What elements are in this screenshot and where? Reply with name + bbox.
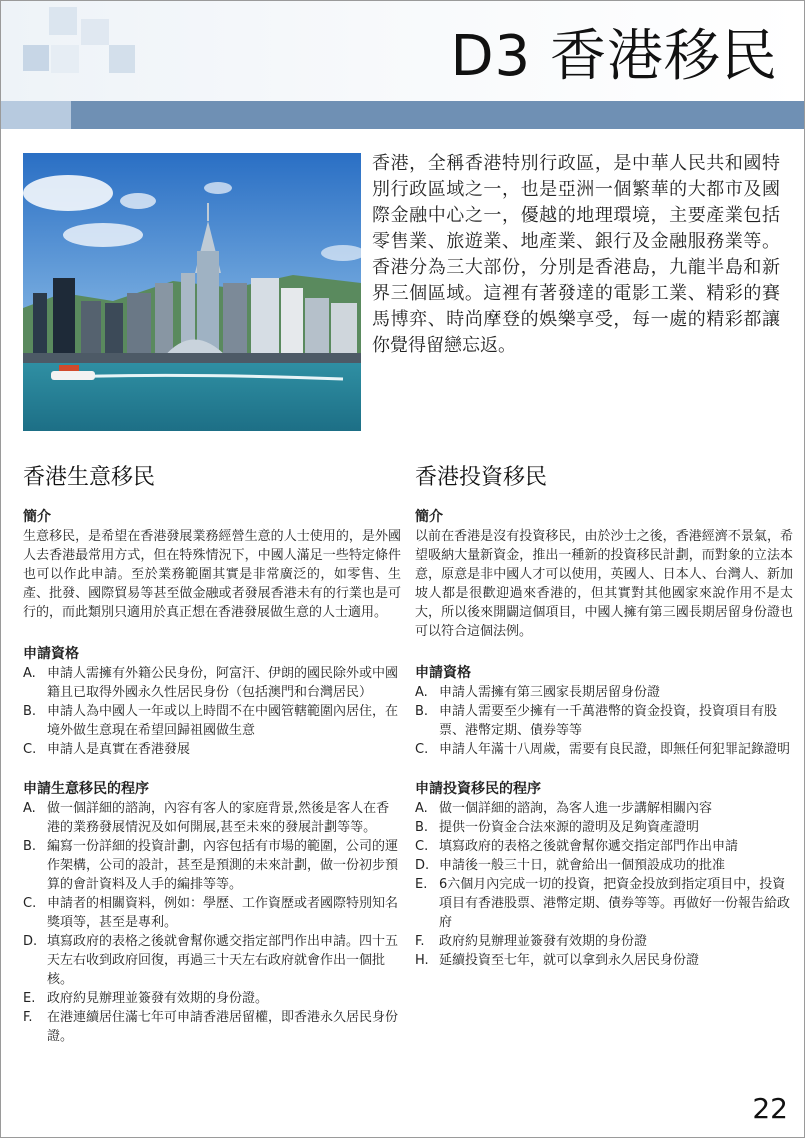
item-marker: A. bbox=[23, 666, 36, 681]
requirements-heading: 申請資格 bbox=[23, 646, 79, 662]
list-item bbox=[415, 702, 793, 740]
procedure-heading: 申請生意移民的程序 bbox=[23, 781, 149, 797]
item-text: 申請人需要至少擁有一千萬港幣的資金投資，投資項目有股票、港幣定期、債券等等 bbox=[439, 704, 778, 738]
item-text: 延續投資至七年，就可以拿到永久居民身份證 bbox=[439, 953, 700, 968]
list-item bbox=[23, 894, 401, 932]
requirements-list bbox=[23, 664, 401, 759]
item-marker: F. bbox=[23, 1010, 33, 1025]
item-marker: C. bbox=[23, 742, 37, 757]
requirements-list bbox=[415, 683, 793, 759]
list-item bbox=[415, 683, 793, 702]
requirements-heading: 申請資格 bbox=[415, 665, 471, 681]
hong-kong-skyline-photo bbox=[23, 153, 361, 431]
decorative-square bbox=[51, 45, 79, 73]
item-marker: A. bbox=[415, 801, 428, 816]
item-text: 做一個詳細的諮詢，為客人進一步講解相關內容 bbox=[439, 801, 713, 816]
decorative-square bbox=[109, 45, 135, 73]
page-title: D3 香港移民 bbox=[450, 24, 778, 89]
procedure-heading: 申請投資移民的程序 bbox=[415, 781, 541, 797]
list-item bbox=[23, 740, 401, 759]
item-text: 做一個詳細的諮詢，內容有客人的家庭背景,然後是客人在香港的業務發展情況及如何開展,甚至未來的發展計劃等等。 bbox=[47, 801, 390, 835]
item-marker: A. bbox=[23, 801, 36, 816]
list-item bbox=[23, 1008, 401, 1046]
item-marker: B. bbox=[23, 704, 37, 719]
list-item bbox=[415, 740, 793, 759]
list-item bbox=[23, 989, 401, 1008]
decorative-square bbox=[49, 7, 77, 35]
item-marker: E. bbox=[415, 877, 428, 892]
item-marker: E. bbox=[23, 991, 36, 1006]
item-marker: B. bbox=[415, 704, 429, 719]
header-band bbox=[1, 101, 804, 129]
item-text: 在港連續居住滿七年可申請香港居留權，即香港永久居民身份證。 bbox=[47, 1010, 399, 1044]
item-text: 申請人是真實在香港發展 bbox=[47, 742, 191, 757]
item-text: 政府約見辦理並簽發有效期的身份證 bbox=[439, 934, 648, 949]
item-text: 提供一份資金合法來源的證明及足夠資產證明 bbox=[439, 820, 700, 835]
item-marker: A. bbox=[415, 685, 428, 700]
item-text: 政府約見辦理並簽發有效期的身份證。 bbox=[47, 991, 269, 1006]
item-text: 申請者的相關資料，例如：學歷、工作資歷或者國際特別知名獎項等，甚至是專利。 bbox=[47, 896, 399, 930]
item-marker: C. bbox=[415, 839, 429, 854]
item-text: 6六個月內完成一切的投資，把資金投放到指定項目中，投資項目有香港股票、港幣定期、債券等等。再做好一份報告給政府 bbox=[439, 877, 791, 930]
item-marker: D. bbox=[23, 934, 38, 949]
item-marker: B. bbox=[415, 820, 429, 835]
section-title: 香港投資移民 bbox=[415, 465, 548, 490]
list-item bbox=[23, 837, 401, 894]
item-text: 申請人需擁有第三國家長期居留身份證 bbox=[439, 685, 661, 700]
section-title: 香港生意移民 bbox=[23, 465, 156, 490]
item-marker: F. bbox=[415, 934, 425, 949]
item-marker: B. bbox=[23, 839, 37, 854]
item-text: 填寫政府的表格之後就會幫你遞交指定部門作出申請。四十五天左右收到政府回復，再過三十天左右政府就會作出一個批核。 bbox=[47, 934, 399, 987]
business-immigration-section bbox=[23, 463, 401, 1046]
list-item bbox=[415, 932, 793, 951]
list-item bbox=[415, 875, 793, 932]
page-header bbox=[1, 1, 804, 101]
list-item bbox=[23, 799, 401, 837]
decorative-square bbox=[23, 45, 49, 71]
intro-heading: 簡介 bbox=[23, 509, 51, 525]
intro-text: 生意移民，是希望在香港發展業務經營生意的人士使用的，是外國人去香港最常用方式，但在特殊情況下，中國人滿足一些特定條件也可以作此申請。至於業務範圍其實是非常廣泛的，如零售、生產、批發、國際貿易等甚至做金融或者發展香港未有的行業也是可行的，而此類別只適用於真正想在香港發展做生意的人士適用。 bbox=[23, 529, 401, 620]
list-item bbox=[23, 664, 401, 702]
list-item bbox=[415, 856, 793, 875]
page-number: 22 bbox=[752, 1092, 788, 1125]
item-text: 申請人需擁有外籍公民身份，阿富汗、伊朗的國民除外或中國籍且已取得外國永久性居民身份（包括澳門和台灣居民） bbox=[47, 666, 399, 700]
investment-immigration-section bbox=[415, 463, 793, 970]
list-item bbox=[415, 951, 793, 970]
list-item bbox=[415, 799, 793, 818]
decorative-square bbox=[81, 19, 109, 45]
header-band-accent bbox=[1, 101, 71, 129]
item-marker: D. bbox=[415, 858, 430, 873]
intro-paragraph: 香港，全稱香港特別行政區，是中華人民共和國特別行政區域之一，也是亞洲一個繁華的大都市及國際金融中心之一，優越的地理環境，主要產業包括零售業、旅遊業、地產業、銀行及金融服務業等。 香港分為三大部份，分別是香港島，九龍半島和新界三個區域。這裡有著發達的電影工業、精彩的賽馬博弈、時尚摩登的娛樂享受，每一處的精彩都讓你覺得留戀忘返。 bbox=[372, 153, 780, 356]
item-marker: H. bbox=[415, 953, 429, 968]
item-text: 編寫一份詳細的投資計劃，內容包括有市場的範圍，公司的運作架構，公司的設計，甚至是預測的未來計劃，做一份初步預算的會計資料及人手的編排等等。 bbox=[47, 839, 399, 892]
item-marker: C. bbox=[23, 896, 37, 911]
item-text: 申請後一般三十日，就會給出一個預設成功的批准 bbox=[439, 858, 726, 873]
item-text: 申請人年滿十八周歲，需要有良民證，即無任何犯罪記錄證明 bbox=[439, 742, 791, 757]
list-item bbox=[415, 837, 793, 856]
intro-text: 以前在香港是沒有投資移民，由於沙士之後，香港經濟不景氣，希望吸納大量新資金，推出一種新的投資移民計劃，而對象的立法本意，原意是非中國人才可以使用，英國人、日本人、台灣人、新加坡人都是很歡迎過來香港的，但其實對其他國家來說作用不是太大，所以後來開闢這個項目，中國人擁有第三國長期居留身份證也可以符合這個法例。 bbox=[415, 529, 793, 639]
item-text: 申請人為中國人一年或以上時間不在中國管轄範圍內居住，在境外做生意現在希望回歸祖國做生意 bbox=[47, 704, 399, 738]
intro-heading: 簡介 bbox=[415, 509, 443, 525]
item-text: 填寫政府的表格之後就會幫你遞交指定部門作出申請 bbox=[439, 839, 739, 854]
procedure-list bbox=[23, 799, 401, 1046]
item-marker: C. bbox=[415, 742, 429, 757]
list-item bbox=[415, 818, 793, 837]
procedure-list bbox=[415, 799, 793, 970]
list-item bbox=[23, 702, 401, 740]
list-item bbox=[23, 932, 401, 989]
